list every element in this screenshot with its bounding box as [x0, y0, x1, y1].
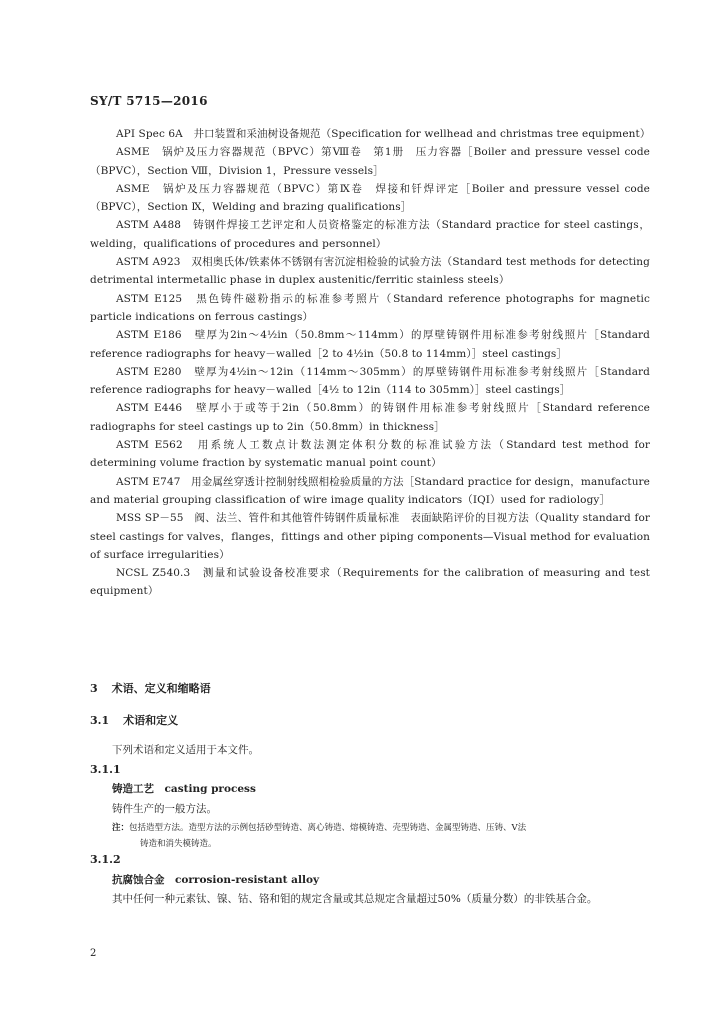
- term-3-1-1: 铸造工艺 casting process: [112, 783, 256, 795]
- section-number: 3.1: [90, 714, 110, 727]
- term-3-1-2-definition: 其中任何一种元素钛、镍、钴、铬和钼的规定含量或其总规定含量超过50%（质量分数）的非铁基合金。: [112, 893, 598, 905]
- term-3-1-2: 抗腐蚀合金 corrosion-resistant alloy: [112, 874, 320, 886]
- reference-item: NCSL Z540.3 测量和试验设备校准要求（Requirements for the calibration of measuring and test equipment）: [90, 567, 650, 598]
- normative-references-list: [90, 125, 650, 601]
- note-label: 注：: [112, 823, 130, 833]
- section-title: 术语和定义: [123, 714, 179, 727]
- reference-item: ASME 锅炉及压力容器规范（BPVC）第Ⅷ卷 第1册 压力容器［Boiler and pressure vessel code（BPVC），Section Ⅷ，Division 1，Pressure vessels］: [90, 146, 650, 177]
- reference-item: ASTM E562 用系统人工数点计数法测定体积分数的标准试验方法（Standard test method for determining volume fraction by systematic manual point count）: [90, 439, 650, 470]
- reference-item: ASTM A923 双相奥氏体/铁素体不锈钢有害沉淀相检验的试验方法（Standard test methods for detecting detrimental intermetallic phase in duplex austenitic/ferritic stainless steels）: [90, 256, 650, 287]
- reference-item: MSS SP－55 阀、法兰、管件和其他管件铸钢件质量标准 表面缺陷评价的目视方法（Quality standard for steel castings for valves，flanges，fittings and other piping components—Visual method for evaluation of surface irregularities）: [90, 512, 650, 561]
- intro-text: 下列术语和定义适用于本文件。: [112, 744, 259, 756]
- section-number: 3: [90, 682, 98, 695]
- reference-item: ASTM E125 黑色铸件磁粉指示的标准参考照片（Standard reference photographs for magnetic particle indications on ferrous castings）: [90, 292, 650, 323]
- page-number: 2: [90, 948, 97, 959]
- reference-item: ASTM E747 用金属丝穿透计控制射线照相检验质量的方法［Standard practice for design，manufacture and material grouping classification of wire image quality indicators（IQI）used for radiology］: [90, 475, 650, 506]
- section-3-1-heading: [90, 712, 192, 728]
- note-text: 包括造型方法。造型方法的示例包括砂型铸造、离心铸造、熔模铸造、壳型铸造、金属型铸造、压铸、V法: [129, 823, 527, 833]
- term-3-1-1-note: [112, 820, 652, 852]
- term-3-1-1-number: 3.1.1: [90, 763, 121, 776]
- note-text-continued: 铸造和消失模铸造。: [140, 839, 217, 849]
- reference-item: ASTM E446 壁厚小于或等于2in（50.8mm）的铸钢件用标准参考射线照片［Standard reference radiographs for steel castings up to 2in（50.8mm）in thickness］: [90, 402, 650, 433]
- reference-item: ASTM E186 壁厚为2in～4½in（50.8mm～114mm）的厚壁铸钢件用标准参考射线照片［Standard reference radiographs for heavy－walled［2 to 4½in（50.8 to 114mm）］steel castings］: [90, 329, 650, 360]
- reference-item: ASTM A488 铸钢件焊接工艺评定和人员资格鉴定的标准方法（Standard practice for steel castings，welding，qualifications of procedures and personnel）: [90, 219, 650, 250]
- term-3-1-1-definition: 铸件生产的一般方法。: [112, 803, 217, 815]
- reference-item: API Spec 6A 井口装置和采油树设备规范（Specification for wellhead and christmas tree equipment）: [116, 128, 651, 140]
- section-3-heading: [90, 680, 225, 696]
- standard-number-header: SY/T 5715—2016: [90, 94, 208, 108]
- reference-item: ASTM E280 壁厚为4½in～12in（114mm～305mm）的厚壁铸钢件用标准参考射线照片［Standard reference radiographs for heavy－walled［4½ to 12in（114 to 305mm）］steel castings］: [90, 365, 650, 397]
- term-3-1-2-number: 3.1.2: [90, 853, 121, 866]
- reference-item: ASME 锅炉及压力容器规范（BPVC）第Ⅸ卷 焊接和钎焊评定［Boiler and pressure vessel code（BPVC），Section Ⅸ，Welding and brazing qualifications］: [90, 182, 650, 214]
- section-title: 术语、定义和缩略语: [111, 682, 211, 695]
